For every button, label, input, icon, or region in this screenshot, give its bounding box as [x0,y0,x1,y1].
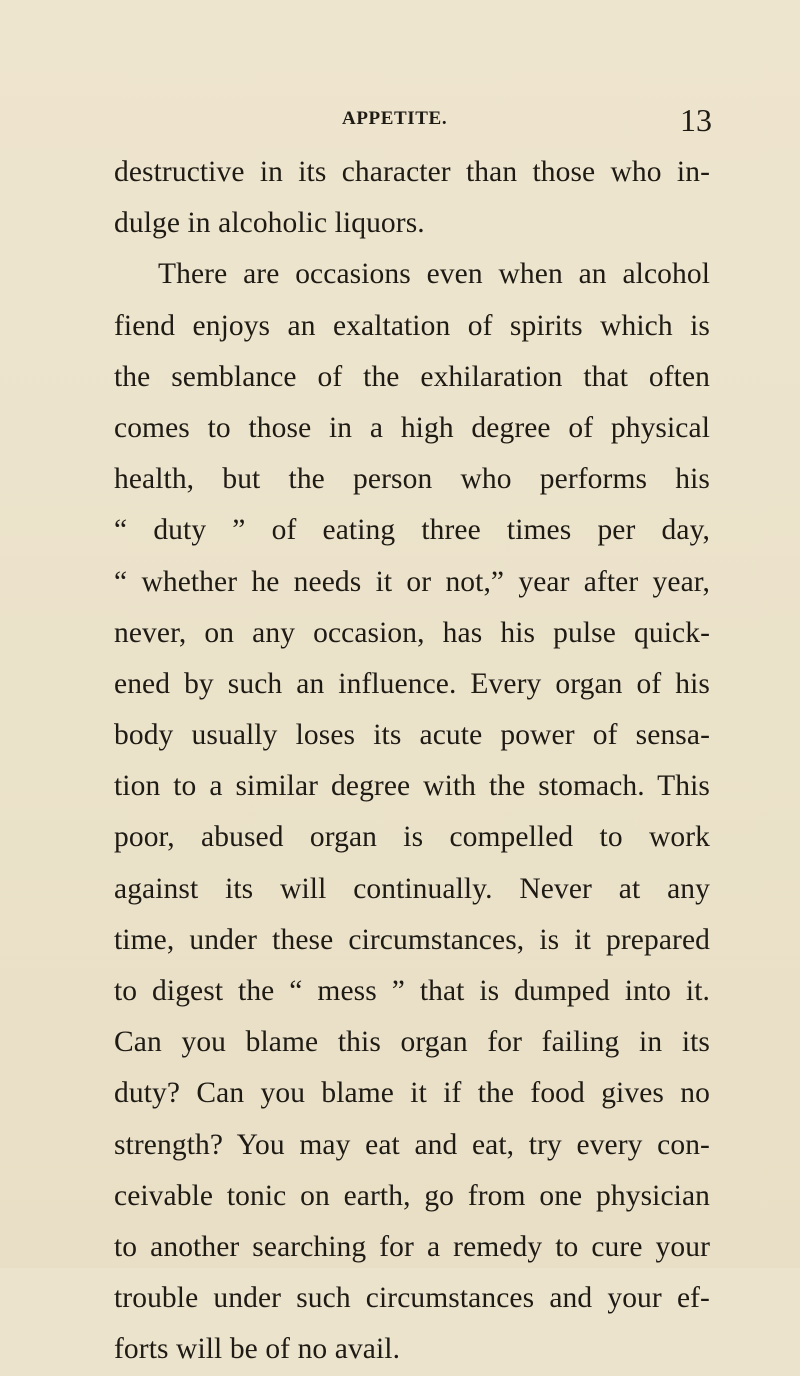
text-line: Can you blame this organ for failing in its [114,1026,710,1059]
text-line: to digest the “ mess ” that is dumped into it. [114,975,710,1007]
page-number: 13 [680,102,712,138]
text-line: ceivable tonic on earth, go from one physician [114,1179,710,1212]
text-line: body usually loses its acute power of sensa- [114,719,710,752]
text-line: forts will be of no avail. [114,1333,401,1366]
text-line: to another searching for a remedy to cure your [114,1230,710,1263]
text-line: destructive in its character than those who in- [114,156,710,188]
text-line: health, but the person who performs his [114,463,710,496]
text-line: comes to those in a high degree of physical [114,411,710,444]
text-line: duty? Can you blame it if the food gives no [114,1077,710,1110]
chapter-title: APPETITE. [342,108,448,129]
text-line: dulge in alcoholic liquors. [114,207,425,240]
text-line: trouble under such circumstances and your ef- [114,1282,710,1315]
text-line: strength? You may eat and eat, try every con- [114,1128,710,1161]
text-line: never, on any occasion, has his pulse quick- [114,616,710,649]
text-line: “ duty ” of eating three times per day, [114,514,710,547]
body-text [114,147,710,1376]
text-line: fiend enjoys an exaltation of spirits which is [114,309,710,342]
running-head [100,102,712,148]
text-line: ened by such an influence. Every organ of his [114,667,710,700]
text-line: time, under these circumstances, is it prepared [114,923,710,956]
text-line: against its will continually. Never at any [114,872,710,905]
text-line: tion to a similar degree with the stomach. This [114,770,710,803]
text-line: “ whether he needs it or not,” year after year, [114,565,710,598]
text-line: the semblance of the exhilaration that often [114,360,710,393]
text-line: poor, abused organ is compelled to work [114,821,710,854]
text-line: There are occasions even when an alcohol [158,258,710,291]
